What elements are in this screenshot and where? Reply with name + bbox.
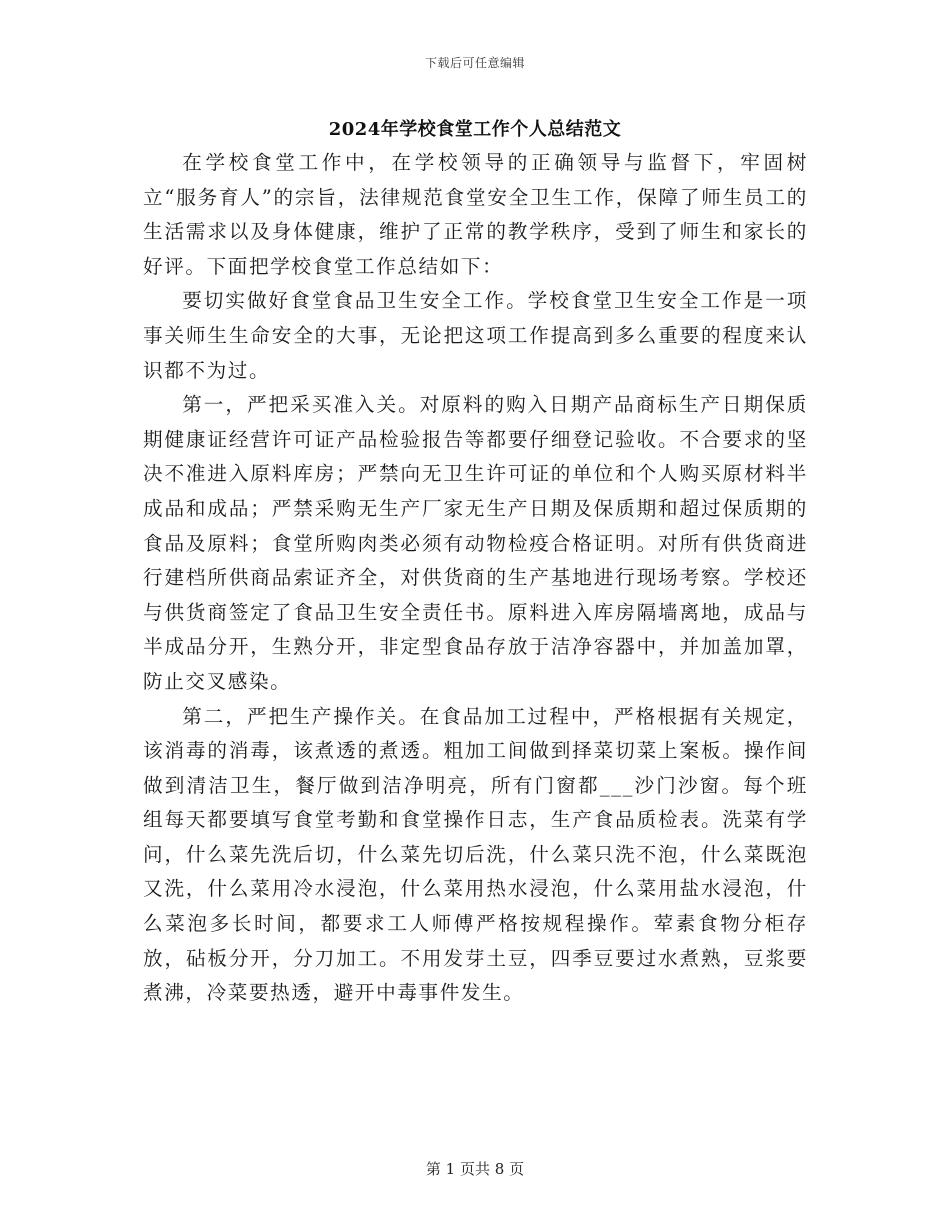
document-body	[143, 146, 808, 1011]
page-number: 第 1 页共 8 页	[425, 1160, 525, 1178]
paragraph-intro: 在学校食堂工作中，在学校领导的正确领导与监督下，牢固树立“服务育人”的宗旨，法律规范食堂安全卫生工作，保障了师生员工的生活需求以及身体健康，维护了正常的教学秩序，受到了师生和家长的好评。下面把学校食堂工作总结如下：	[143, 151, 808, 278]
paragraph-procurement: 第一，严把采买准入关。对原料的购入日期产品商标生产日期保质期健康证经营许可证产品检验报告等都要仔细登记验收。不合要求的坚决不准进入原料库房；严禁向无卫生许可证的单位和个人购买原材料半成品和成品；严禁采购无生产厂家无生产日期及保质期和超过保质期的食品及原料；食堂所购肉类必须有动物检疫合格证明。对所有供货商进行建档所供商品索证齐全，对供货商的生产基地进行现场考察。学校还与供货商签定了食品卫生安全责任书。原料进入库房隔墙离地，成品与半成品分开，生熟分开，非定型食品存放于洁净容器中，并加盖加罩，防止交叉感染。	[143, 393, 808, 693]
document-title: 2024年学校食堂工作个人总结范文	[328, 119, 622, 140]
paragraph-safety: 要切实做好食堂食品卫生安全工作。学校食堂卫生安全工作是一项事关师生生命安全的大事，无论把这项工作提高到多么重要的程度来认识都不为过。	[143, 289, 808, 382]
paragraph-production: 第二，严把生产操作关。在食品加工过程中，严格根据有关规定，该消毒的消毒，该煮透的煮透。粗加工间做到择菜切菜上案板。操作间做到清洁卫生，餐厅做到洁净明亮，所有门窗都___沙门沙窗。每个班组每天都要填写食堂考勤和食堂操作日志，生产食品质检表。洗菜有学问，什么菜先洗后切，什么菜先切后洗，什么菜只洗不泡，什么菜既泡又洗，什么菜用冷水浸泡，什么菜用热水浸泡，什么菜用盐水浸泡，什么菜泡多长时间，都要求工人师傅严格按规程操作。荤素食物分柜存放，砧板分开，分刀加工。不用发芽土豆，四季豆要过水煮熟，豆浆要煮沸，冷菜要热透，避开中毒事件发生。	[143, 704, 808, 1005]
page-header: 下载后可任意编辑	[424, 56, 525, 70]
